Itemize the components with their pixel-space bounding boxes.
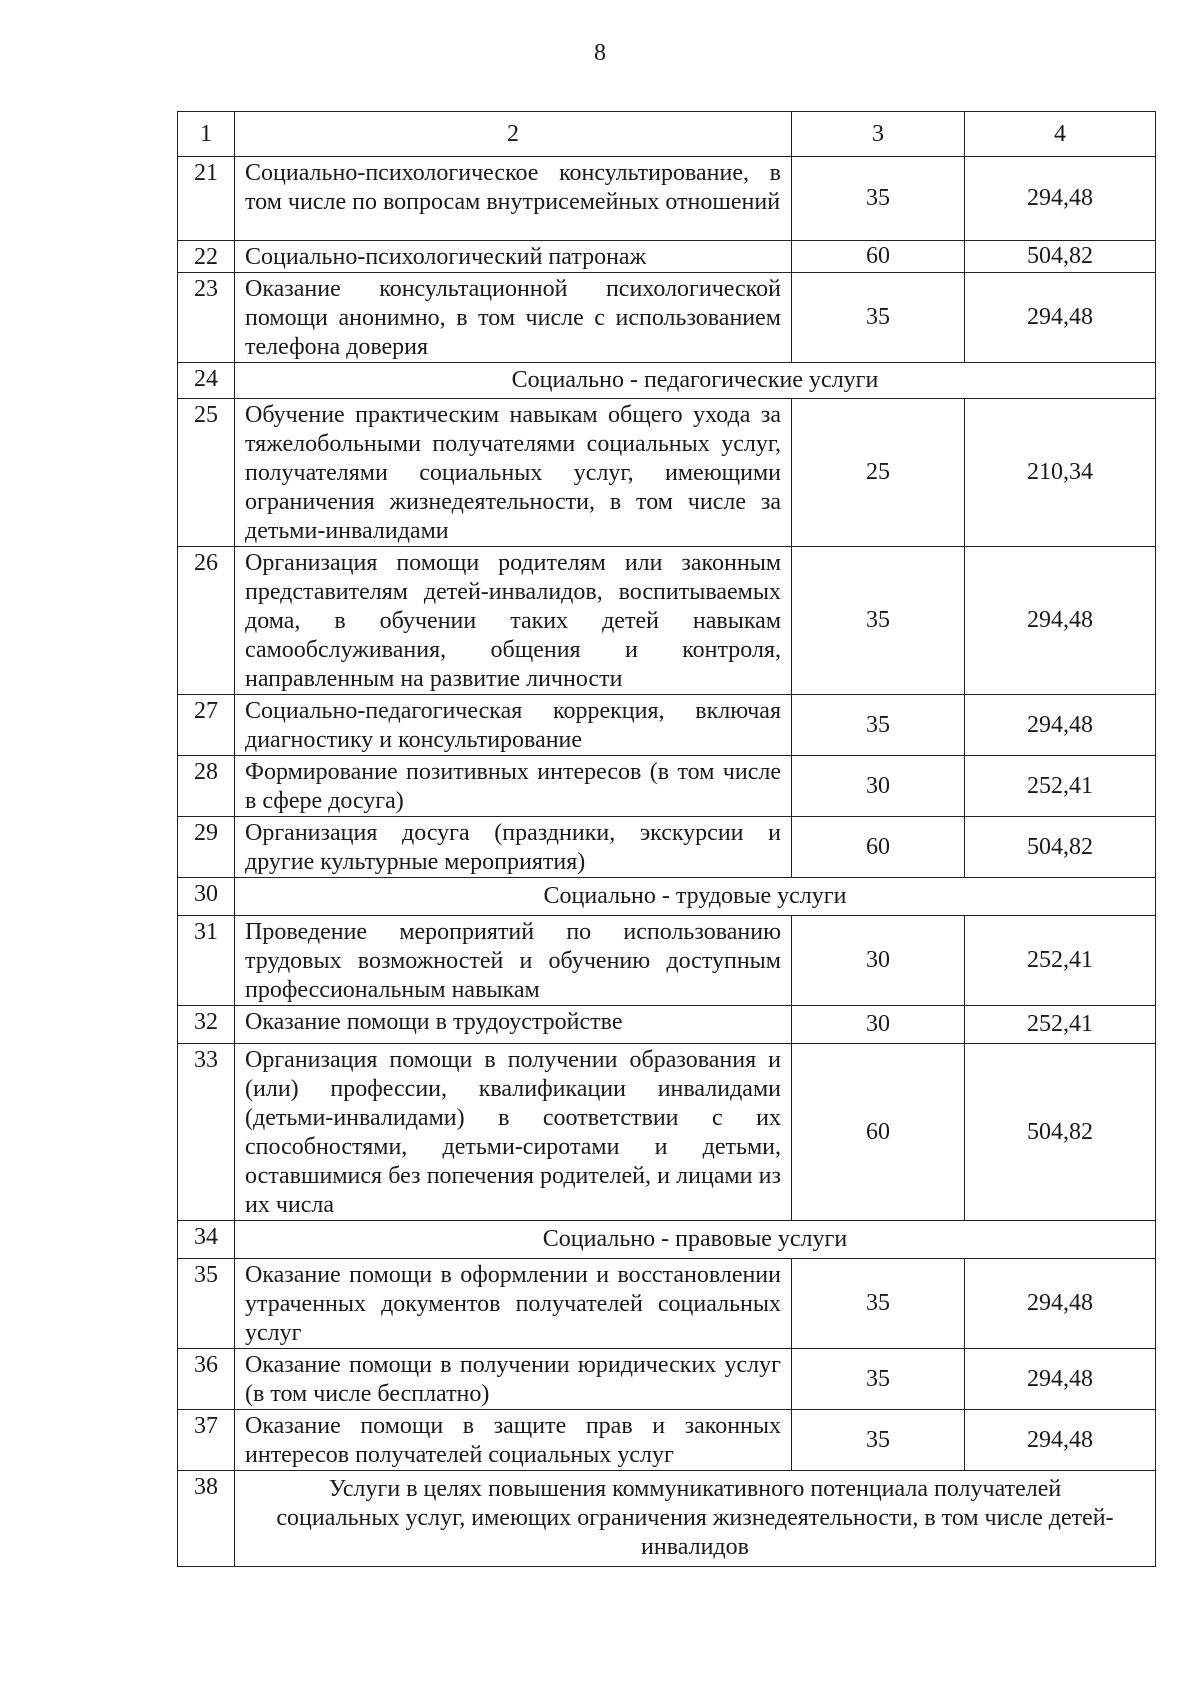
table-row: [178, 1044, 1156, 1221]
table-row: [178, 756, 1156, 817]
section-row: [178, 878, 1156, 916]
service-cost: 504,82: [965, 817, 1156, 878]
table-row: [178, 273, 1156, 363]
service-name: Обучение практическим навыкам общего ухода за тяжелобольными получателями социальных услуг, получателями социальных услуг, имеющими ограничения жизнедеятельности, в том числе за детьми-инвалидами: [235, 399, 792, 547]
service-cost: 504,82: [965, 241, 1156, 273]
table-row: [178, 241, 1156, 273]
table-row: [178, 916, 1156, 1006]
service-time: 60: [792, 1044, 965, 1221]
services-table-body: [178, 112, 1156, 1567]
service-cost: 294,48: [965, 695, 1156, 756]
service-time: 25: [792, 399, 965, 547]
service-cost: 294,48: [965, 547, 1156, 695]
section-row: [178, 363, 1156, 399]
service-name: Проведение мероприятий по использованию трудовых возможностей и обучению доступным профессиональным навыкам: [235, 916, 792, 1006]
row-number: 21: [178, 157, 235, 241]
service-cost: 294,48: [965, 273, 1156, 363]
table-row: [178, 547, 1156, 695]
section-title: Социально - педагогические услуги: [235, 363, 1156, 399]
service-name: Социально-психологический патронаж: [235, 241, 792, 273]
row-number: 27: [178, 695, 235, 756]
row-number: 24: [178, 363, 235, 399]
service-cost: 294,48: [965, 157, 1156, 241]
service-cost: 504,82: [965, 1044, 1156, 1221]
service-name: Оказание помощи в трудоустройстве: [235, 1006, 792, 1044]
table-row: [178, 695, 1156, 756]
table-row: [178, 399, 1156, 547]
service-cost: 252,41: [965, 1006, 1156, 1044]
header-cell-3: 3: [792, 112, 965, 157]
header-cell-1: 1: [178, 112, 235, 157]
row-number: 22: [178, 241, 235, 273]
service-time: 35: [792, 157, 965, 241]
service-time: 35: [792, 273, 965, 363]
row-number: 29: [178, 817, 235, 878]
service-name: Организация помощи в получении образования и (или) профессии, квалификации инвалидами (детьми-инвалидами) в соответствии с их способностями, детьми-сиротами и детьми, оставшимися без попечения родителей, и лицами из их числа: [235, 1044, 792, 1221]
service-name: Социально-психологическое консультирование, в том числе по вопросам внутрисемейных отношений: [235, 157, 792, 241]
service-name: Оказание помощи в защите прав и законных интересов получателей социальных услуг: [235, 1410, 792, 1471]
row-number: 25: [178, 399, 235, 547]
service-name: Организация досуга (праздники, экскурсии и другие культурные мероприятия): [235, 817, 792, 878]
page-number: 8: [594, 40, 606, 66]
service-time: 35: [792, 1410, 965, 1471]
row-number: 28: [178, 756, 235, 817]
service-time: 60: [792, 241, 965, 273]
service-cost: 252,41: [965, 916, 1156, 1006]
row-number: 30: [178, 878, 235, 916]
table-row: [178, 817, 1156, 878]
table-row: [178, 1410, 1156, 1471]
service-time: 30: [792, 916, 965, 1006]
row-number: 38: [178, 1471, 235, 1567]
row-number: 35: [178, 1259, 235, 1349]
section-title: Социально - трудовые услуги: [235, 878, 1156, 916]
section-title: Услуги в целях повышения коммуникативного потенциала получателей социальных услуг, имеющих ограничения жизнедеятельности, в том числе детей-инвалидов: [235, 1471, 1156, 1567]
service-cost: 294,48: [965, 1259, 1156, 1349]
section-title: Социально - правовые услуги: [235, 1221, 1156, 1259]
service-name: Организация помощи родителям или законным представителям детей-инвалидов, воспитываемых дома, в обучении таких детей навыкам самообслуживания, общения и контроля, направленным на развитие личности: [235, 547, 792, 695]
service-name: Оказание помощи в оформлении и восстановлении утраченных документов получателей социальных услуг: [235, 1259, 792, 1349]
service-time: 60: [792, 817, 965, 878]
service-time: 35: [792, 1259, 965, 1349]
header-cell-4: 4: [965, 112, 1156, 157]
row-number: 36: [178, 1349, 235, 1410]
service-time: 35: [792, 547, 965, 695]
row-number: 34: [178, 1221, 235, 1259]
service-name: Социально-педагогическая коррекция, включая диагностику и консультирование: [235, 695, 792, 756]
services-table: [177, 111, 1156, 1567]
service-name: Оказание консультационной психологической помощи анонимно, в том числе с использованием телефона доверия: [235, 273, 792, 363]
service-name: Формирование позитивных интересов (в том числе в сфере досуга): [235, 756, 792, 817]
service-name: Оказание помощи в получении юридических услуг (в том числе бесплатно): [235, 1349, 792, 1410]
row-number: 37: [178, 1410, 235, 1471]
section-row: [178, 1471, 1156, 1567]
table-row: [178, 1259, 1156, 1349]
service-time: 30: [792, 756, 965, 817]
service-cost: 294,48: [965, 1410, 1156, 1471]
row-number: 33: [178, 1044, 235, 1221]
row-number: 26: [178, 547, 235, 695]
section-row: [178, 1221, 1156, 1259]
service-cost: 252,41: [965, 756, 1156, 817]
service-time: 35: [792, 695, 965, 756]
table-row: [178, 1006, 1156, 1044]
service-time: 35: [792, 1349, 965, 1410]
table-row: [178, 1349, 1156, 1410]
service-cost: 210,34: [965, 399, 1156, 547]
row-number: 32: [178, 1006, 235, 1044]
row-number: 23: [178, 273, 235, 363]
header-cell-2: 2: [235, 112, 792, 157]
table-header-row: [178, 112, 1156, 157]
service-cost: 294,48: [965, 1349, 1156, 1410]
service-time: 30: [792, 1006, 965, 1044]
row-number: 31: [178, 916, 235, 1006]
table-row: [178, 157, 1156, 241]
